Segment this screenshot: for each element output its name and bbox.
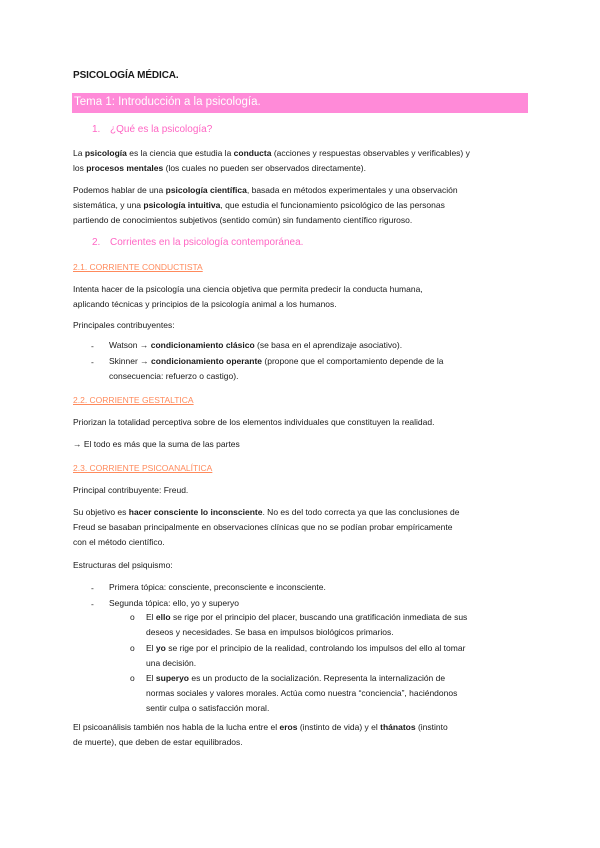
bullet-dash: - <box>91 341 94 351</box>
document-title: PSICOLOGÍA MÉDICA. <box>73 70 179 81</box>
topic-title: Tema 1: Introducción a la psicología. <box>74 96 261 108</box>
subheading-conductista: 2.1. CORRIENTE CONDUCTISTA <box>73 262 203 272</box>
paragraph-definition: La psicología es la ciencia que estudia la conducta (acciones y respuestas observables y verificables) y los procesos mentales (los cuales no pueden ser observados directamente). <box>73 148 470 173</box>
section-heading-1: 1. ¿Qué es la psicología? <box>92 124 213 135</box>
list-item-yo: El yo se rige por el principio de la realidad, controlando los impulsos del ello al tomar una decisión. <box>146 643 466 668</box>
principal-contributor: Principal contribuyente: Freud. <box>73 485 189 495</box>
bullet-dash: - <box>91 357 94 367</box>
contributors-label: Principales contribuyentes: <box>73 320 175 330</box>
list-item-superyo: El superyo es un producto de la socialización. Representa la internalización de normas sociales y valores morales. Actúa como nuestra “conciencia”, haciéndonos sentir culpa o satisfacción moral. <box>146 673 458 713</box>
paragraph-gestaltica: Priorizan la totalidad perceptiva sobre de los elementos individuales que constituyen la realidad. <box>73 417 435 427</box>
bullet-dash: - <box>91 599 94 609</box>
section-heading-2: 2. Corrientes en la psicología contemporánea. <box>92 237 304 248</box>
bullet-circle: o <box>130 612 135 622</box>
bullet-circle: o <box>130 673 135 683</box>
paragraph-objective: Su objetivo es hacer consciente lo inconsciente. No es del todo correcta ya que las conclusiones de Freud se basaban principalmente en observaciones clínicas que no se podían probar empíricamente con el método científico. <box>73 507 460 547</box>
paragraph-eros-thanatos: El psicoanálisis también nos habla de la lucha entre el eros (instinto de vida) y el thánatos (instinto de muerte), que deben de estar equilibrados. <box>73 722 448 747</box>
structures-label: Estructuras del psiquismo: <box>73 560 173 570</box>
paragraph-conductista: Intenta hacer de la psicología una ciencia objetiva que permita predecir la conducta humana, aplicando técnicas y principios de la psicología animal a los humanos. <box>73 284 423 309</box>
bullet-dash: - <box>91 583 94 593</box>
list-item-segunda-topica: Segunda tópica: ello, yo y superyo <box>109 598 239 608</box>
gestalt-principle: → El todo es más que la suma de las partes <box>73 439 240 449</box>
list-item-watson: Watson → condicionamiento clásico (se basa en el aprendizaje asociativo). <box>109 340 403 350</box>
topic-banner <box>72 93 528 113</box>
subheading-gestaltica: 2.2. CORRIENTE GESTALTICA <box>73 395 194 405</box>
subheading-psicoanalitica: 2.3. CORRIENTE PSICOANALÍTICA <box>73 463 213 473</box>
list-item-skinner: Skinner → condicionamiento operante (propone que el comportamiento depende de la consecuencia: refuerzo o castigo). <box>109 356 444 381</box>
list-item-ello: El ello se rige por el principio del placer, buscando una gratificación inmediata de sus deseos y necesidades. Se basa en impulsos biológicos primarios. <box>146 612 468 637</box>
list-item-primera-topica: Primera tópica: consciente, preconsciente e inconsciente. <box>109 582 326 592</box>
bullet-circle: o <box>130 643 135 653</box>
paragraph-types: Podemos hablar de una psicología científica, basada en métodos experimentales y una observación sistemática, y una psicología intuitiva, que estudia el funcionamiento psicológico de las personas partiendo de conocimientos subjetivos (sentido común) sin fundamento científico riguroso. <box>73 185 458 225</box>
